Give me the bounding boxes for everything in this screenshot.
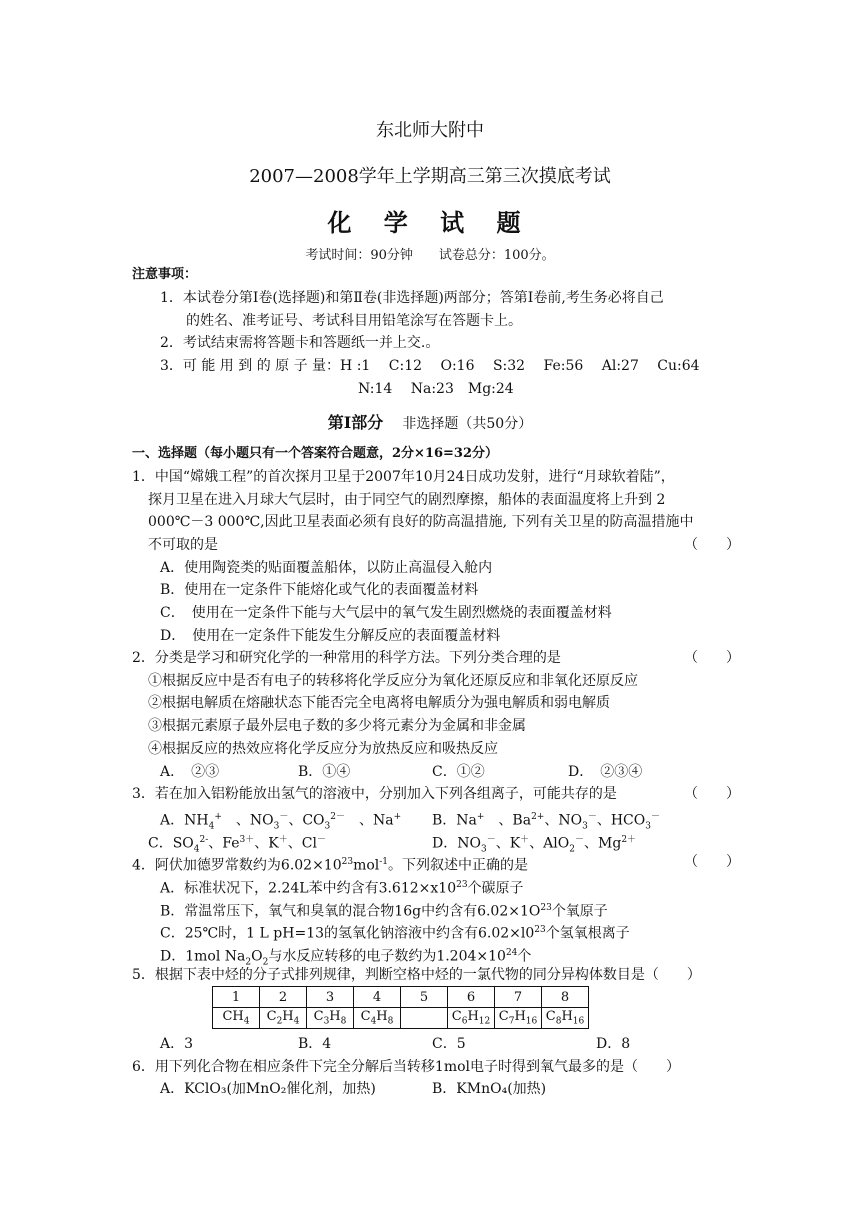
exam-title: 2007—2008学年上学期高三第三次摸底考试 <box>249 166 611 187</box>
q4-option-a: A．标准状况下，2.24L苯中约含有$3.612\times x10^{23}$个碳原子 <box>160 880 524 897</box>
q1-option-a: A．使用陶瓷类的贴面覆盖船体，以防止高温侵入舱内 <box>160 560 493 576</box>
hydrocarbon-table <box>212 986 589 1029</box>
note-3-line-1: 3．可 能 用 到 的 原 子 量：H :1 C:12 O:16 S:32 Fe:56 Al:27 Cu:64 <box>160 358 700 374</box>
exam-meta: 考试时间：90分钟 试卷总分：100分。 <box>305 248 555 263</box>
q3-stem: 3．若在加入铝粉能放出氢气的溶液中，分别加入下列各组离子，可能共存的是 <box>132 786 617 802</box>
q4-stem: 4．阿伏加德罗常数约为$6.02\times 10^{23}mol^{-1}$。下列叙述中正确的是 <box>132 857 529 874</box>
part-title <box>0 410 860 433</box>
q3-option-c: C．$SO_4^{2-}$、$Fe^{3+}$、K＋、Cl－ <box>148 835 326 855</box>
note-1-line-1: 1．本试卷分第Ⅰ卷(选择题)和第Ⅱ卷(非选择题)两部分；答第Ⅰ卷前,考生务必将自己 <box>160 290 664 306</box>
q2-answer-paren: （ ） <box>684 650 740 666</box>
table-cell: 8 <box>542 987 589 1008</box>
q1-option-c: C． 使用在一定条件下能与大气层中的氧气发生剧烈燃烧的表面覆盖材料 <box>160 605 612 621</box>
q4-stem-text: 4．阿伏加德罗常数约为6.02×10 <box>132 857 342 874</box>
table-row <box>213 987 589 1008</box>
q6-option-b: B．KMnO₄(加热) <box>432 1081 547 1097</box>
q6-stem: 6．用下列化合物在相应条件下完全分解后当转移1mol电子时得到氧气最多的是（ ） <box>132 1059 680 1075</box>
q2-option-d: D． ②③④ <box>568 764 643 780</box>
q4-option-a-text: A．标准状况下，2.24L苯中约含有3.612×x10 <box>160 880 457 897</box>
table-cell: 7 <box>495 987 542 1008</box>
table-cell: $C_7H_{16}$ <box>495 1008 542 1029</box>
table-cell: $C_2H_4$ <box>260 1008 307 1029</box>
q1-line-3: 000℃－3 000℃,因此卫星表面必须有良好的防高温措施, 下列有关卫星的防高温措施中 <box>148 514 694 530</box>
q5-stem: 5．根据下表中烃的分子式排列规律，判断空格中烃的一氯代物的同分异构体数目是（ ） <box>132 967 701 983</box>
q4-option-d-end: 个 <box>517 948 532 965</box>
q1-line-1: 1．中国“嫦娥工程”的首次探月卫星于2007年10月24日成功发射，进行“月球软着陆”， <box>132 469 675 485</box>
table-cell: $C_8H_{16}$ <box>542 1008 589 1029</box>
table-cell: 6 <box>448 987 495 1008</box>
q2-statement-4: ④根据反应的热效应将化学反应分为放热反应和吸热反应 <box>148 741 498 757</box>
part-title-subtitle: 非选择题（共50分） <box>402 416 533 432</box>
q5-option-b: B．4 <box>298 1036 332 1052</box>
q4-option-b-end: 个氧原子 <box>551 903 608 920</box>
q5-option-a: A．3 <box>160 1036 194 1052</box>
q4-stem-end: 。下列叙述中正确的是 <box>388 857 529 874</box>
q3-option-b: B．Na+ 、$Ba^{2+}$、$NO_3^-$、$HCO_3^-$ <box>432 812 660 832</box>
q2-option-c: C．①② <box>432 764 485 780</box>
q4-option-d: D．1mol $Na_2O_2$与水反应转移的电子数约为$1.204\times 10^{24}$个 <box>160 948 532 968</box>
q5-option-d: D．8 <box>596 1036 631 1052</box>
q3-option-d: D．$NO_3^-$、K＋、AlO$_2$－、$Mg^{2+}$ <box>432 835 637 855</box>
table-cell: $CH_4$ <box>213 1008 260 1029</box>
q3-answer-paren: （ ） <box>684 786 740 802</box>
q6-option-a: A．KClO₃(加MnO₂催化剂，加热) <box>160 1081 376 1097</box>
table-cell: 5 <box>401 987 448 1008</box>
q4-option-d-o: O <box>251 948 263 965</box>
note-1-line-2: 的姓名、准考证号、考试科目用铅笔涂写在答题卡上。 <box>186 313 522 329</box>
q4-answer-paren: （ ） <box>684 854 740 870</box>
section-heading: 一、选择题（每小题只有一个答案符合题意，2分×16=32分） <box>132 446 499 461</box>
table-cell: 3 <box>307 987 354 1008</box>
q4-option-c-end: 个氢氧根离子 <box>545 925 630 942</box>
q1-line-4: 不可取的是 <box>148 537 218 553</box>
table-cell: 1 <box>213 987 260 1008</box>
q2-option-b: B．①④ <box>298 764 351 780</box>
q2-statement-2: ②根据电解质在熔融状态下能否完全电离将电解质分为强电解质和弱电解质 <box>148 695 610 711</box>
q4-option-d-mid: 与水反应转移的电子数约为1.204×10 <box>268 948 506 965</box>
table-cell: $C_4H_8$ <box>354 1008 401 1029</box>
q4-stem-unit: mol <box>353 857 380 874</box>
q2-stem: 2．分类是学习和研究化学的一种常用的科学方法。下列分类合理的是 <box>132 650 561 666</box>
q4-option-c: C．25℃时，1 L pH=13的氢氧化钠溶液中约含有$6.02\times l0^{23}$个氢氧根离子 <box>160 925 630 942</box>
table-cell: 2 <box>260 987 307 1008</box>
q1-line-2: 探月卫星在进入月球大气层时，由于同空气的剧烈摩擦，船体的表面温度将上升到 2 <box>148 492 666 508</box>
q4-option-d-text: D．1mol Na <box>160 948 246 965</box>
table-cell: $C_6H_{12}$ <box>448 1008 495 1029</box>
q3-option-a: A．$NH_4^+$ 、$NO_3^-$、$CO_3^{2-}$ 、Na+ <box>160 812 402 832</box>
school-name: 东北师大附中 <box>376 120 484 141</box>
note-3-line-2: N:14 Na:23 Mg:24 <box>358 381 514 397</box>
note-2: 2．考试结束需将答题卡和答题纸一并上交.。 <box>160 335 440 351</box>
table-cell: 4 <box>354 987 401 1008</box>
table-cell <box>401 1008 448 1029</box>
part-title-main: 第Ⅰ部分 <box>327 413 384 432</box>
q1-answer-paren: （ ） <box>684 537 740 553</box>
q5-option-c: C．5 <box>432 1036 466 1052</box>
q2-statement-3: ③根据元素原子最外层电子数的多少将元素分为金属和非金属 <box>148 718 526 734</box>
notes-heading: 注意事项： <box>132 267 198 282</box>
table-cell: $C_3H_8$ <box>307 1008 354 1029</box>
q2-statement-1: ①根据反应中是否有电子的转移将化学反应分为氧化还原反应和非氧化还原反应 <box>148 673 638 689</box>
table-row <box>213 1008 589 1029</box>
q2-option-a: A． ②③ <box>160 764 220 780</box>
q1-option-d: D． 使用在一定条件下能发生分解反应的表面覆盖材料 <box>160 628 501 644</box>
q4-option-b: B．常温常压下，氧气和臭氧的混合物16g中约含有$6.02\times 1O^{23}$个氧原子 <box>160 903 608 920</box>
q4-option-c-text: C．25℃时，1 L pH=13的氢氧化钠溶液中约含有6.02×l0 <box>160 925 535 942</box>
q4-option-b-text: B．常温常压下，氧气和臭氧的混合物16g中约含有6.02×1O <box>160 903 541 920</box>
q4-option-a-end: 个碳原子 <box>467 880 524 897</box>
subject-title: 化 学 试 题 <box>327 208 533 237</box>
q1-option-b: B．使用在一定条件下能熔化或气化的表面覆盖材料 <box>160 582 479 598</box>
